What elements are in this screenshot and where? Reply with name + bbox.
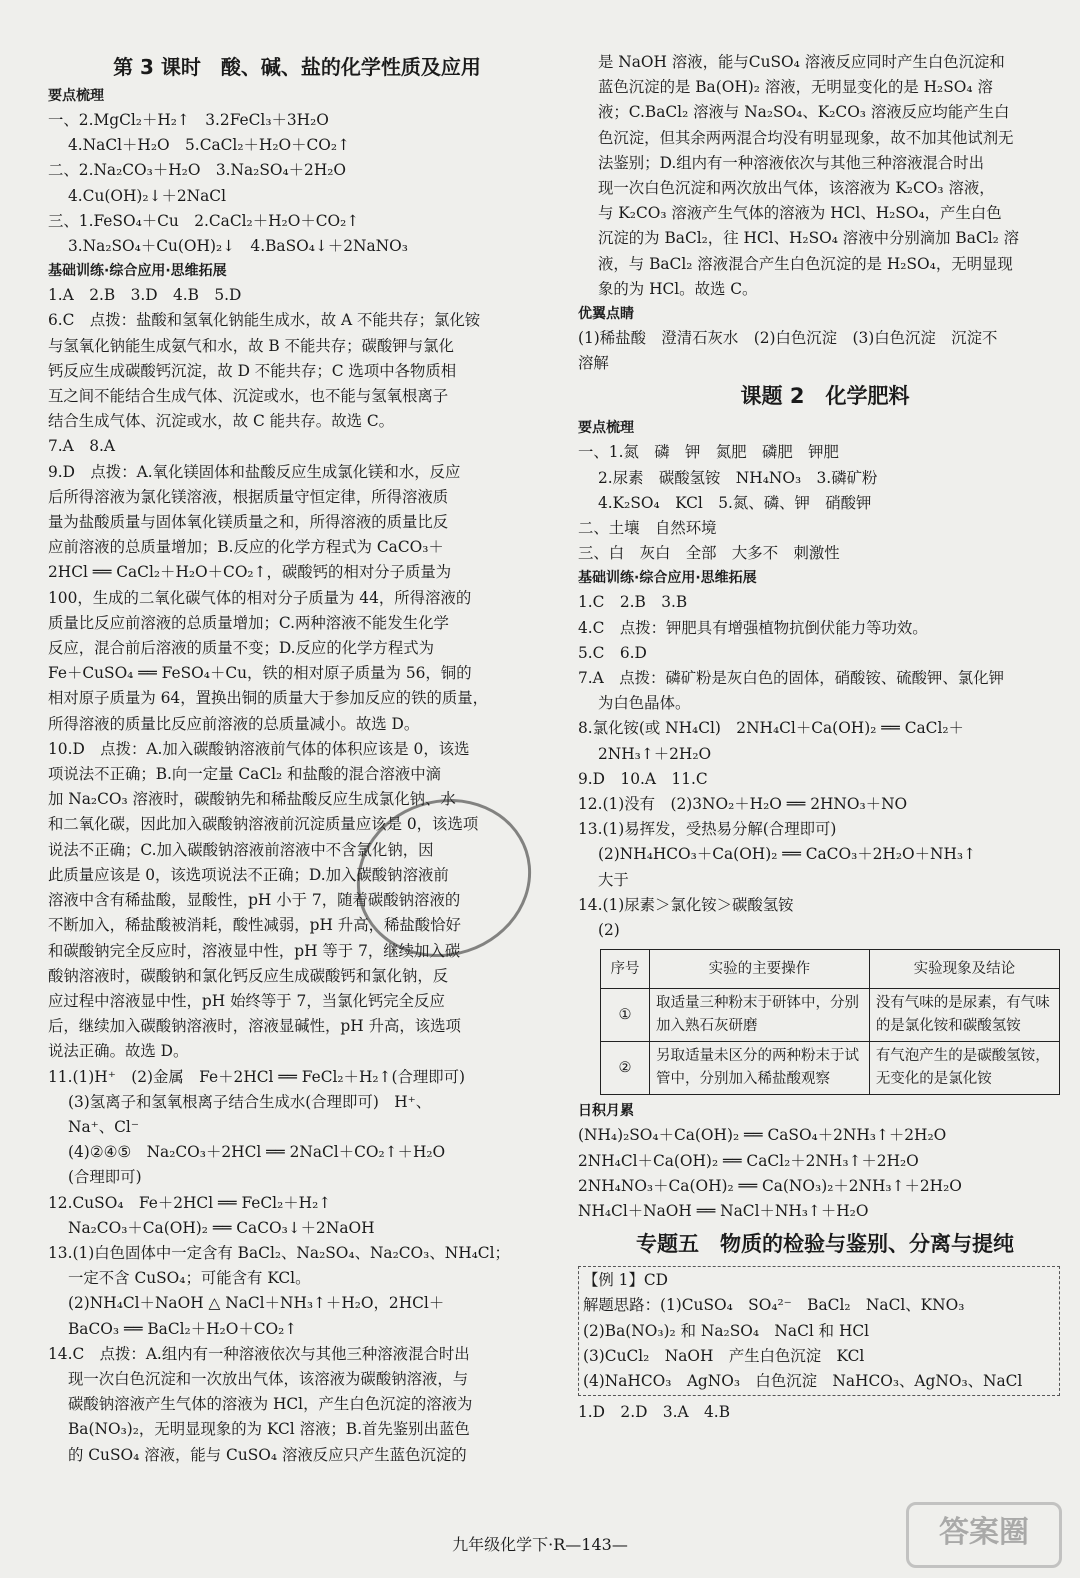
section-heading: 要点梳理: [48, 88, 104, 104]
answer-line: 现一次白色沉淀和一次放出气体，该溶液为碳酸钠溶液，与: [68, 1369, 469, 1388]
box-line: (2)Ba(NO₃)₂ 和 Na₂SO₄ NaCl 和 HCl: [583, 1321, 870, 1340]
answer-line: (NH₄)₂SO₄＋Ca(OH)₂ ══ CaSO₄＋2NH₃↑＋2H₂O: [578, 1126, 947, 1145]
answer-line: 和二氧化碳，因此加入碳酸钠溶液前沉淀质量应该是 0，该选项: [48, 815, 479, 834]
answer-line: 与 K₂CO₃ 溶液产生气体的溶液为 HCl、H₂SO₄，产生白色: [598, 204, 1002, 223]
section-heading: 日积月累: [578, 1103, 634, 1120]
page-footer: 九年级化学下·R—143—: [452, 1535, 628, 1554]
answer-line: 1.A 2.B 3.D 4.B 5.D: [48, 286, 242, 305]
table-cell-index: ②: [601, 1042, 650, 1095]
answer-line: 4.NaCl＋H₂O 5.CaCl₂＋H₂O＋CO₂↑: [68, 136, 350, 155]
answer-line: 蓝色沉淀的是 Ba(OH)₂ 溶液，无明显变化的是 H₂SO₄ 溶: [598, 78, 993, 97]
answer-line: (3)氢离子和氢氧根离子结合生成水(合理即可) H⁺、: [68, 1092, 432, 1111]
box-line: 解题思路：(1)CuSO₄ SO₄²⁻ BaCl₂ NaCl、KNO₃: [583, 1296, 965, 1315]
answer-line: 2NH₃↑＋2H₂O: [598, 744, 712, 763]
section-heading: 要点梳理: [578, 420, 634, 437]
answer-line: 是 NaOH 溶液，能与CuSO₄ 溶液反应同时产生白色沉淀和: [598, 53, 1005, 71]
answer-line: 二、土壤 自然环境: [578, 519, 717, 538]
answer-line: 100，生成的二氧化碳气体的相对分子质量为 44，所得溶液的: [48, 588, 472, 607]
answer-line: 一定不含 CuSO₄；可能含有 KCl。: [68, 1269, 311, 1288]
answer-line: 加 Na₂CO₃ 溶液时，碳酸钠先和稀盐酸反应生成氯化钠、水: [48, 790, 456, 809]
example-box: [578, 1266, 1060, 1396]
left-answer-lines: [48, 84, 546, 1468]
answer-line: 说法不正确；C.加入碳酸钠溶液前溶液中不含氯化钠，因: [48, 840, 434, 859]
answer-line: Na⁺、Cl⁻: [68, 1117, 139, 1136]
topic2-title: 课题 2 化学肥料: [740, 384, 910, 409]
answer-line: 12.(1)没有 (2)3NO₂＋H₂O ══ 2HNO₃＋NO: [578, 795, 908, 814]
answer-line: 4.Cu(OH)₂↓＋2NaCl: [68, 186, 227, 205]
final-answers: 1.D 2.D 3.A 4.B: [578, 1403, 731, 1422]
table-row: [601, 989, 1060, 1042]
table-header-operation: 实验的主要操作: [650, 950, 870, 989]
answer-line: 液，与 BaCl₂ 溶液混合产生白色沉淀的是 H₂SO₄，无明显现: [598, 254, 1013, 273]
answer-line: 碳酸钠溶液产生气体的溶液为 HCl，产生白色沉淀的溶液为: [68, 1395, 473, 1414]
section-heading: 优翼点睛: [578, 306, 634, 323]
answer-line: 溶液中含有稀盐酸，显酸性，pH 小于 7，随着碳酸钠溶液的: [48, 891, 461, 910]
answer-line: 互之间不能结合生成气体、沉淀或水，也不能与氢氧根离子: [48, 387, 449, 406]
answer-line: Fe＋CuSO₄ ══ FeSO₄＋Cu，铁的相对原子质量为 56，铜的: [48, 664, 472, 683]
answer-line: Na₂CO₃＋Ca(OH)₂ ══ CaCO₃↓＋2NaOH: [68, 1218, 375, 1237]
answer-line: (2): [598, 921, 620, 940]
answer-line: 3.Na₂SO₄＋Cu(OH)₂↓ 4.BaSO₄↓＋2NaNO₃: [68, 237, 408, 256]
table-cell-operation: 取适量三种粉末于研钵中，分别加入熟石灰研磨: [650, 989, 870, 1042]
answer-line: 质量比反应前溶液的总质量增加；C.两种溶液不能发生化学: [48, 613, 449, 632]
answer-line: 项说法不正确；B.向一定量 CaCl₂ 和盐酸的混合溶液中滴: [48, 765, 442, 784]
answer-line: 相对原子质量为 64，置换出铜的质量大于参加反应的铁的质量，: [48, 689, 489, 708]
answer-line: 量为盐酸质量与固体氧化镁质量之和，所得溶液的质量比反: [48, 513, 449, 532]
box-line: (3)CuCl₂ NaOH 产生白色沉淀 KCl: [583, 1346, 865, 1365]
answer-line: 2.尿素 碳酸氢铵 NH₄NO₃ 3.磷矿粉: [598, 468, 878, 487]
answer-line: 11.(1)H⁺ (2)金属 Fe＋2HCl ══ FeCl₂＋H₂↑(合理即可): [48, 1067, 466, 1086]
watermark-logo: 答案圈: [906, 1502, 1062, 1568]
box-line: (4)NaHCO₃ AgNO₃ 白色沉淀 NaHCO₃、AgNO₃、NaCl: [583, 1371, 1023, 1390]
answer-line: 13.(1)白色固体中一定含有 BaCl₂、Na₂SO₄、Na₂CO₃、NH₄Cl；: [48, 1243, 510, 1262]
answer-line: 酸钠溶液时，碳酸钠和氯化钙反应生成碳酸钙和氯化钠，反: [48, 966, 449, 985]
answer-line: 为白色晶体。: [598, 694, 691, 713]
answer-line: 5.C 6.D: [578, 643, 647, 662]
answer-line: 后所得溶液为氯化镁溶液，根据质量守恒定律，所得溶液质: [48, 487, 449, 506]
answer-line: 14.(1)尿素＞氯化铵＞碳酸氢铵: [578, 895, 794, 914]
section-heading: 基础训练·综合应用·思维拓展: [578, 570, 757, 587]
box-line: 【例 1】CD: [583, 1271, 668, 1290]
answer-line: 法鉴别；D.组内有一种溶液依次与其他三种溶液混合时出: [598, 153, 985, 172]
answer-line: 沉淀的为 BaCl₂，往 HCl、H₂SO₄ 溶液中分别滴加 BaCl₂ 溶: [598, 229, 1020, 248]
answer-line: 6.C 点拨：盐酸和氢氧化钠能生成水，故 A 不能共存；氯化铵: [48, 311, 481, 330]
answer-line: (合理即可): [68, 1168, 142, 1187]
table-header-index: 序号: [601, 950, 650, 989]
answer-line: 钙反应生成碳酸钙沉淀，故 D 不能共存；C 选项中各物质相: [48, 361, 457, 380]
answer-line: 不断加入，稀盐酸被消耗，酸性减弱，pH 升高，稀盐酸恰好: [48, 916, 461, 935]
right-answer-lines-b: [578, 416, 1072, 943]
experiment-table: [600, 949, 1060, 1095]
answer-line: 溶解: [578, 354, 609, 373]
answer-line: 10.D 点拨：A.加入碳酸钠溶液前气体的体积应该是 0，该选: [48, 739, 470, 758]
answer-line: 7.A 点拨：磷矿粉是灰白色的固体，硝酸铵、硫酸钾、氯化钾: [578, 669, 1004, 688]
table-cell-operation: 另取适量未区分的两种粉末于试管中，分别加入稀盐酸观察: [650, 1042, 870, 1095]
table-row: [601, 1042, 1060, 1095]
answer-line: 现一次白色沉淀和两次放出气体，该溶液为 K₂CO₃ 溶液，: [598, 179, 995, 198]
answer-line: 4.K₂SO₄ KCl 5.氮、磷、钾 硝酸钾: [598, 493, 872, 512]
table-cell-result: 有气泡产生的是碳酸氢铵，无变化的是氯化铵: [869, 1042, 1059, 1095]
answer-line: 三、白 灰白 全部 大多不 刺激性: [578, 544, 840, 563]
answer-line: NH₄Cl＋NaOH ══ NaCl＋NH₃↑＋H₂O: [578, 1201, 869, 1220]
answer-line: BaCO₃ ══ BaCl₂＋H₂O＋CO₂↑: [68, 1319, 298, 1338]
answer-line: 应过程中溶液显中性，pH 始终等于 7，当氯化钙完全反应: [48, 991, 445, 1010]
answer-line: 1.C 2.B 3.B: [578, 593, 688, 612]
answer-line: (2)NH₄Cl＋NaOH △ NaCl＋NH₃↑＋H₂O，2HCl＋: [68, 1294, 445, 1313]
answer-line: 的 CuSO₄ 溶液，能与 CuSO₄ 溶液反应只产生蓝色沉淀的: [68, 1445, 467, 1464]
answer-line: 二、2.Na₂CO₃＋H₂O 3.Na₂SO₄＋2H₂O: [48, 161, 347, 180]
answer-line: 12.CuSO₄ Fe＋2HCl ══ FeCl₂＋H₂↑: [48, 1193, 332, 1212]
answer-line: 8.氯化铵(或 NH₄Cl) 2NH₄Cl＋Ca(OH)₂ ══ CaCl₂＋: [578, 719, 964, 738]
answer-line: 一、2.MgCl₂＋H₂↑ 3.2FeCl₃＋3H₂O: [48, 111, 329, 129]
answer-line: 反应，混合前后溶液的质量不变；D.反应的化学方程式为: [48, 639, 435, 658]
answer-line: Ba(NO₃)₂，无明显现象的为 KCl 溶液；B.首先鉴别出蓝色: [68, 1420, 470, 1439]
right-answer-lines-c: [578, 1099, 1072, 1224]
answer-line: 14.C 点拨：A.组内有一种溶液依次与其他三种溶液混合时出: [48, 1344, 470, 1363]
answer-line: 此质量应该是 0，该选项说法不正确；D.加入碳酸钠溶液前: [48, 865, 449, 884]
left-column: [48, 50, 546, 1468]
answer-line: 2NH₄NO₃＋Ca(OH)₂ ══ Ca(NO₃)₂＋2NH₃↑＋2H₂O: [578, 1176, 962, 1195]
answer-line: 说法正确。故选 D。: [48, 1042, 189, 1061]
answer-line: 应前溶液的总质量增加；B.反应的化学方程式为 CaCO₃＋: [48, 538, 444, 557]
table-header-result: 实验现象及结论: [869, 950, 1059, 989]
answer-line: 2HCl ══ CaCl₂＋H₂O＋CO₂↑，碳酸钙的相对分子质量为: [48, 563, 452, 582]
answer-line: 象的为 HCl。故选 C。: [598, 279, 758, 298]
right-column: [578, 50, 1072, 1425]
lesson-title: 第 3 课时 酸、碱、盐的化学性质及应用: [113, 55, 481, 79]
table-cell-result: 没有气味的是尿素，有气味的是氯化铵和碳酸氢铵: [869, 989, 1059, 1042]
answer-line: 13.(1)易挥发，受热易分解(合理即可): [578, 820, 837, 839]
answer-line: (4)②④⑤ Na₂CO₃＋2HCl ══ 2NaCl＋CO₂↑＋H₂O: [68, 1143, 446, 1162]
answer-line: 液；C.BaCl₂ 溶液与 Na₂SO₄、K₂CO₃ 溶液反应均能产生白: [598, 103, 1010, 122]
answer-line: 结合生成气体、沉淀或水，故 C 能共存。故选 C。: [48, 412, 395, 431]
answer-line: 7.A 8.A: [48, 437, 115, 456]
right-answer-lines-a: [578, 50, 1072, 376]
answer-line: 4.C 点拨：钾肥具有增强植物抗倒伏能力等功效。: [578, 618, 928, 637]
answer-line: 所得溶液的质量比反应前溶液的总质量减小。故选 D。: [48, 714, 420, 733]
answer-line: 9.D 点拨：A.氧化镁固体和盐酸反应生成氯化镁和水，反应: [48, 462, 461, 481]
section-heading: 基础训练·综合应用·思维拓展: [48, 263, 227, 280]
answer-line: 9.D 10.A 11.C: [578, 769, 708, 788]
answer-line: (2)NH₄HCO₃＋Ca(OH)₂ ══ CaCO₃＋2H₂O＋NH₃↑: [598, 845, 976, 864]
answer-line: (1)稀盐酸 澄清石灰水 (2)白色沉淀 (3)白色沉淀 沉淀不: [578, 329, 998, 348]
table-cell-index: ①: [601, 989, 650, 1042]
topic5-title: 专题五 物质的检验与鉴别、分离与提纯: [636, 1232, 1014, 1257]
answer-line: 大于: [598, 870, 629, 889]
answer-line: 和碳酸钠完全反应时，溶液显中性，pH 等于 7，继续加入碳: [48, 941, 461, 960]
answer-line: 三、1.FeSO₄＋Cu 2.CaCl₂＋H₂O＋CO₂↑: [48, 211, 360, 230]
answer-line: 2NH₄Cl＋Ca(OH)₂ ══ CaCl₂＋2NH₃↑＋2H₂O: [578, 1151, 919, 1170]
answer-line: 与氢氧化钠能生成氨气和水，故 B 不能共存；碳酸钾与氯化: [48, 336, 454, 355]
answer-line: 色沉淀，但其余两两混合均没有明显现象，故不加其他试剂无: [598, 128, 1014, 147]
answer-line: 一、1.氮 磷 钾 氮肥 磷肥 钾肥: [578, 443, 839, 462]
answer-line: 后，继续加入碳酸钠溶液时，溶液显碱性，pH 升高，该选项: [48, 1017, 461, 1036]
